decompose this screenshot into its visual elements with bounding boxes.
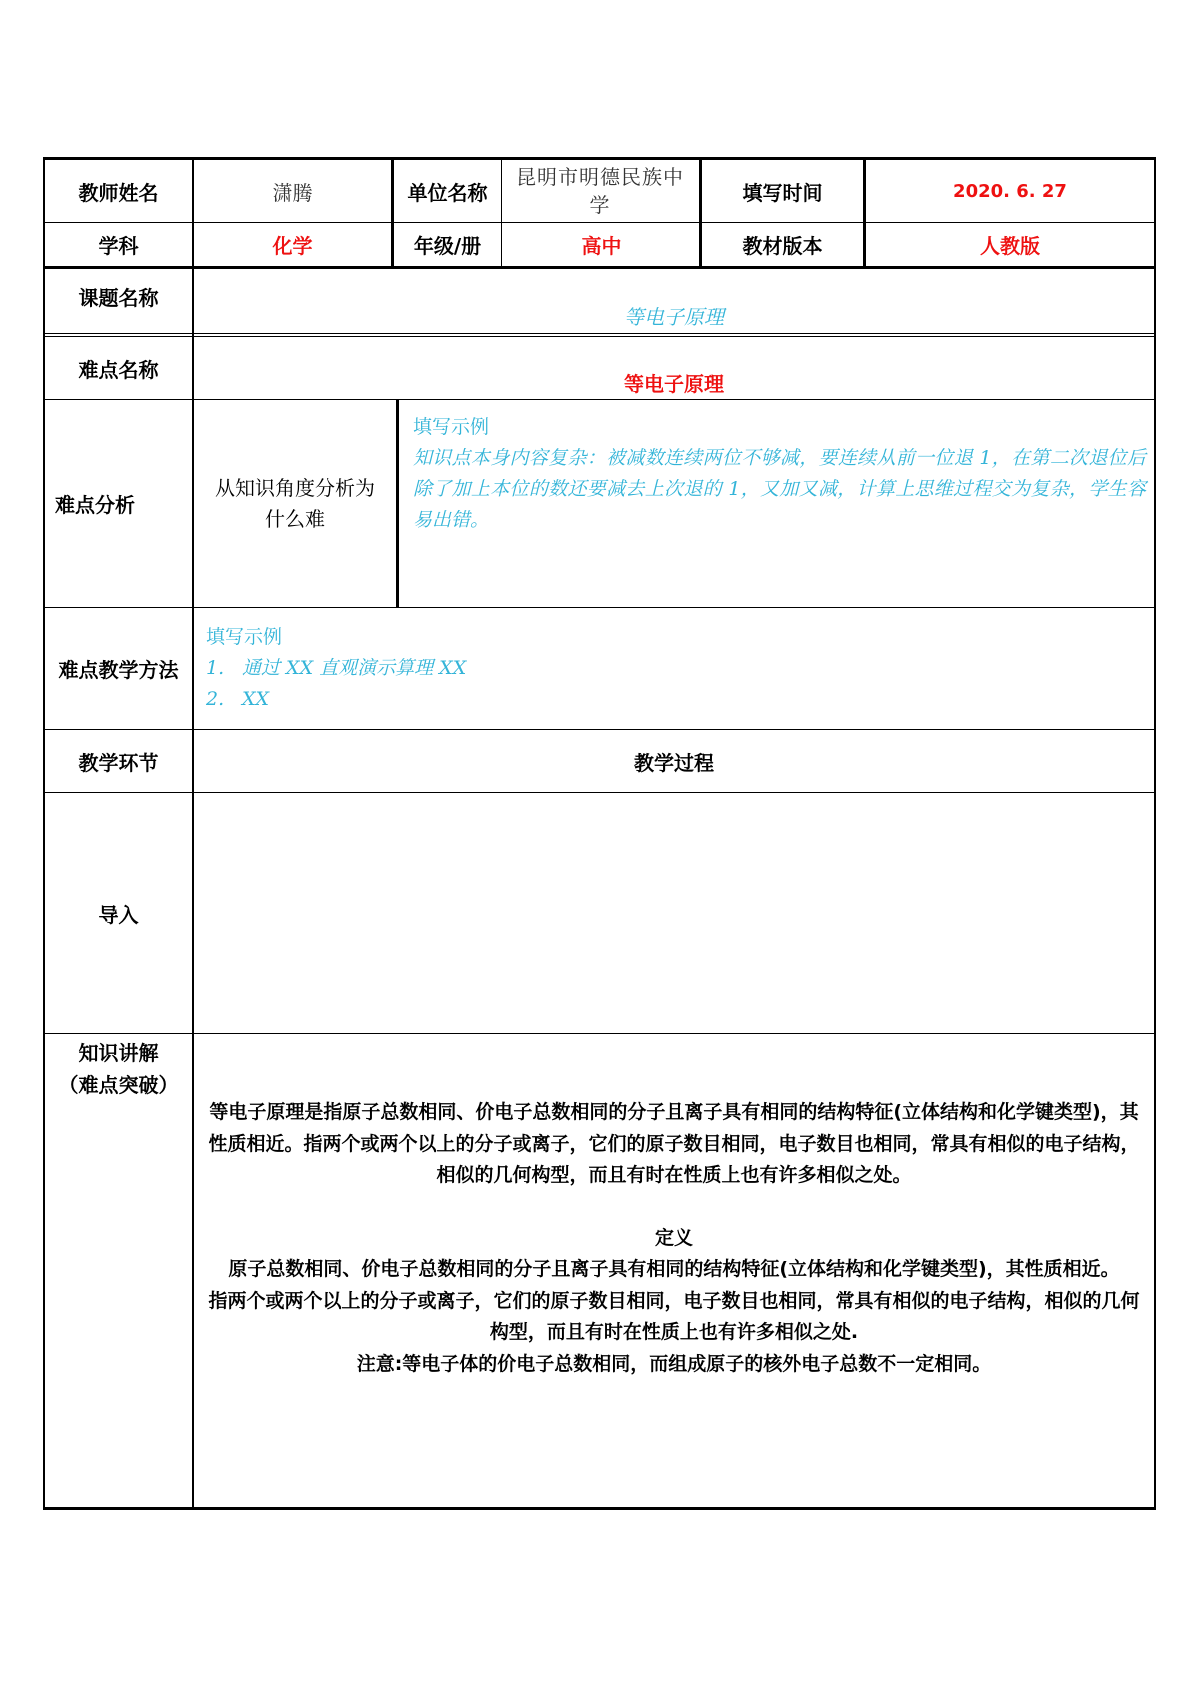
- note-text: 注意:等电子体的价电子总数相同，而组成原子的核外电子总数不一定相同。: [356, 1352, 992, 1375]
- analysis-sub-label: 从知识角度分析为什么难: [215, 475, 375, 531]
- table-border-right: [1154, 157, 1156, 1509]
- grade-label: 年级/册: [413, 234, 482, 258]
- topic-label: 课题名称: [78, 285, 159, 310]
- textbook-value: 人教版: [980, 234, 1040, 258]
- table-border-bottom: [43, 1507, 1156, 1510]
- difficulty-name-value: 等电子原理: [624, 371, 724, 396]
- knowledge-label-line2: （难点突破）: [58, 1073, 179, 1097]
- intro-label: 导入: [98, 902, 139, 927]
- definition-paragraph: 指两个或两个以上的分子或离子，它们的原子数目相同，电子数目也相同，常具有相似的电子结构，相似的几何构型，而且有时在性质上也有许多相似之处.: [208, 1289, 1140, 1343]
- method-example-title: 填写示例: [206, 626, 283, 648]
- fill-time-value: 2020. 6. 27: [953, 180, 1067, 202]
- teaching-method-label: 难点教学方法: [58, 658, 179, 682]
- grade-value: 高中: [581, 234, 622, 258]
- analysis-example: [399, 400, 1154, 607]
- fill-time-label: 填写时间: [742, 180, 823, 205]
- col-divider: [501, 157, 502, 268]
- teacher-name-value: 潇腾: [272, 180, 313, 205]
- teacher-name-label: 教师姓名: [78, 180, 159, 205]
- difficulty-analysis-label: 难点分析: [55, 493, 135, 517]
- intro-content: [194, 793, 1154, 1033]
- unit-name-value: 昆明市明德民族中学: [516, 165, 684, 217]
- unit-name-label: 单位名称: [407, 180, 488, 205]
- teaching-process-header: 教学过程: [634, 750, 714, 775]
- method-item-number: 2.: [206, 688, 225, 710]
- method-item-number: 1.: [206, 657, 225, 679]
- definition-title: 定义: [654, 1226, 693, 1249]
- method-list-item: [206, 653, 1142, 684]
- method-item-text: 通过 XX 直观演示算理 XX: [242, 657, 467, 679]
- textbook-label: 教材版本: [742, 234, 823, 258]
- subject-label: 学科: [98, 234, 139, 258]
- analysis-example-text: 知识点本身内容复杂：被减数连续两位不够减，要连续从前一位退 1，在第二次退位后除了加上本位的数还要减去上次退的 1，又加又减，计算上思维过程交为复杂，学生容易出错。: [413, 447, 1146, 531]
- difficulty-name-label: 难点名称: [78, 357, 159, 382]
- knowledge-paragraph: 等电子原理是指原子总数相同、价电子总数相同的分子且离子具有相同的结构特征(立体结构和化学键类型)，其性质相近。指两个或两个以上的分子或离子，它们的原子数目相同，电子数目也相同，常具有相似的电子结构，相似的几何构型，而且有时在性质上也有许多相似之处。: [208, 1101, 1140, 1186]
- knowledge-label: [45, 1037, 192, 1101]
- definition-paragraph: 原子总数相同、价电子总数相同的分子且离子具有相同的结构特征(立体结构和化学键类型)，其性质相近。: [228, 1258, 1120, 1280]
- analysis-example-title: 填写示例: [413, 416, 490, 438]
- knowledge-label-line1: 知识讲解: [78, 1041, 159, 1065]
- method-item-text: XX: [242, 688, 270, 710]
- teaching-stage-header: 教学环节: [78, 750, 159, 775]
- knowledge-content: [194, 1034, 1154, 1507]
- row-divider: [43, 333, 1156, 334]
- subject-value: 化学: [272, 234, 313, 258]
- topic-value: 等电子原理: [624, 304, 724, 329]
- method-list-item: [206, 684, 1142, 715]
- teaching-method-content: [194, 608, 1154, 729]
